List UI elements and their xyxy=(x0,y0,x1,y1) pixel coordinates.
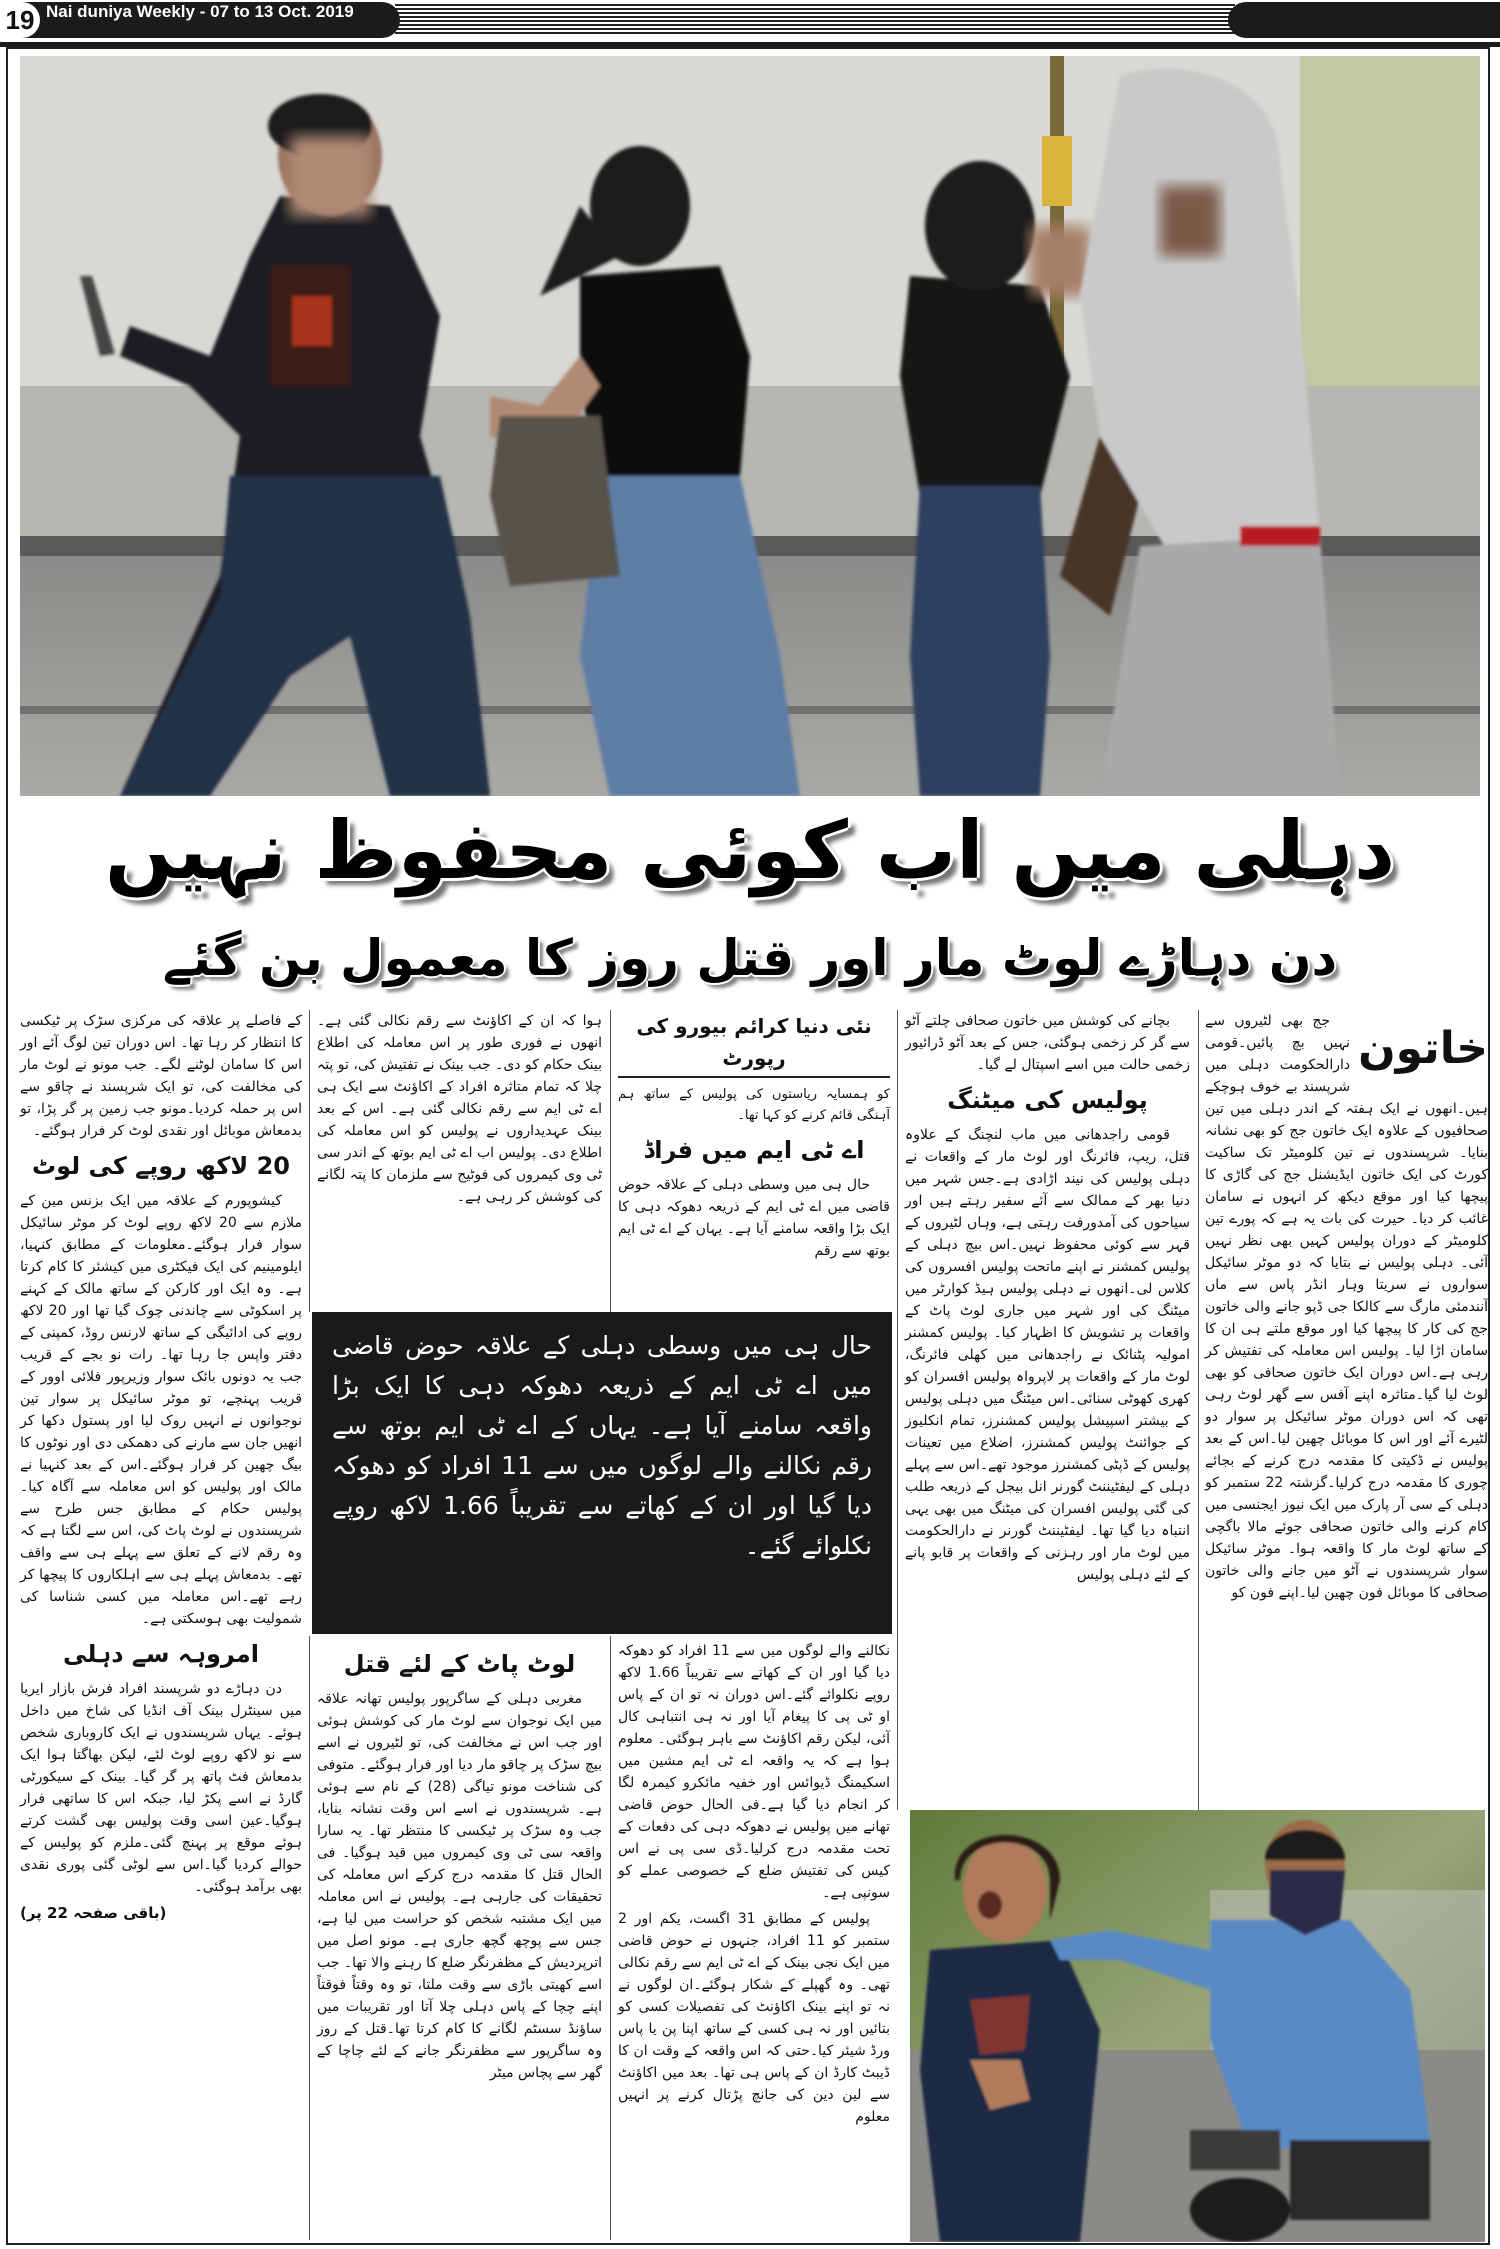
article-column-1 xyxy=(1205,1010,1488,1608)
article-paragraph: مغربی دہلی کے ساگرپور پولیس تھانہ علاقہ میں ایک نوجوان سے لوٹ مار کی کوشش ہوئی اور جب اس نے مخالفت کی، تو لٹیروں نے اسے بیچ سڑک پر چاقو مار دیا اور فرار ہوگئے۔ متوفی کی شناخت مونو تیاگی (28) کے نام سے ہوئی ہے۔ شرپسندوں نے اسے اس وقت نشانہ بنایا، جب وہ سڑک پر ٹیکسی کا منتظر تھا۔ یہ سارا واقعہ سی ٹی وی کیمروں میں قید ہوگیا۔ فی الحال قتل کا مقدمہ درج کرکے اس معاملہ کی تحقیقات کی جارہی ہے۔ پولیس نے اس معاملہ میں ایک مشتبہ شخص کو حراست میں لیا ہے، جس سے پوچھ گچھ جاری ہے۔ مونو اصل میں اترپردیش کے مظفرنگر ضلع کا رہنے والا تھا۔ جب اسے کھیتی باڑی سے وقت ملتا، تو وہ وقتاً فوقتاً اپنے چچا کے پاس دہلی چلا آتا اور تقریبات میں ساؤنڈ سسٹم لگانے کا کام کرتا تھا۔قتل کے روز وہ ساگرپور سے مظفرنگر جانے کے لئے چاچا کے گھر سے پچاس میٹر xyxy=(317,1691,602,2081)
sub-headline: دن دہاڑے لوٹ مار اور قتل روز کا معمول بن گئے xyxy=(162,929,1338,987)
article-column-2 xyxy=(905,1010,1190,1590)
drop-heading: خاتون xyxy=(1358,1023,1488,1074)
chain-snatching-photo xyxy=(910,1810,1485,2242)
article-column-5 xyxy=(20,1010,302,1924)
main-photo xyxy=(20,56,1480,796)
article-paragraph: جج بھی لٹیروں سے نہیں بچ پائیں۔قومی دارالحکومت دہلی میں شرپسند بے خوف ہوچکے ہیں۔انھوں نے ایک ہفتہ کے اندر دہلی میں تین صحافیوں کے علاوہ ایک خاتون جج کو بھی نشانہ بنایا۔ شرپسندوں نے تین کلومیٹر تک ساکیت کورٹ کی ایک خاتون ایڈیشنل جج کی گاڑی کا پیچھا کیا اور موقع دیکھ کر انہوں نے سامان غائب کر دیا۔ حیرت کی بات یہ ہے کہ پورے تین کلومیٹر کے دوران پولیس کہیں بھی نظر نہیں آئی۔ دہلی پولیس نے بتایا کہ دو موٹر سائیکل سواروں نے سریتا وہار انڈر پاس سے ماں آنندمئی مارگ سے کالکا جی ڈپو جانے والی خاتون جج کی کار کا پیچھا کیا اور موقع ملتے ہی ان کا سامان اڑا لیا۔ پولیس اس معاملہ کی تفتیش کر رہی ہے۔اس دوران ایک خاتون صحافی کو بھی لوٹ لیا گیا۔متاثرہ اپنے آفس سے گھر لوٹ رہی تھی کہ اس دوران موٹر سائیکل پر سوار دو لٹیرے آئے اور اس کا موبائل چھین لیا۔اس کے بعد پولیس نے ڈکیتی کا مقدمہ درج کرنے کے بجائے چوری کا مقدمہ درج کرلیا۔گزشتہ 22 ستمبر کو دہلی کے سی آر پارک میں ایک نیوز ایجنسی میں کام کرنے والی خاتون صحافی جوئے مالا باگچی کے ساتھ لوٹ مار کا واقعہ ہوا۔ موٹر سائیکل سوار شرپسندوں نے آٹو میں جانے والی خاتون صحافی کا موبائل فون چھین لیا۔اپنے فون کو xyxy=(1205,1013,1488,1601)
article-paragraph: کو ہمسایہ ریاستوں کی پولیس کے ساتھ ہم آہنگی قائم کرنے کو کہا تھا۔ xyxy=(618,1087,890,1123)
article-paragraph: قومی راجدھانی میں ماب لنچنگ کے علاوہ قتل، ریپ، فائرنگ اور لوٹ مار کے واقعات نے دہلی پولیس کی نیند اڑادی ہے۔جس شہر میں دنیا بھر کے ممالک سے آئے سفیر رہتے ہیں اور سیاحوں کی آمدورفت رہتی ہے، وہاں لٹیروں کے قہر سے کوئی محفوظ نہیں۔اس بیچ دہلی کے پولیس کمشنر نے اپنے ماتحت پولیس افسروں کی کلاس لی۔انھوں نے دہلی پولیس ہیڈ کوارٹر میں میٹنگ کی اور شہر میں جاری لوٹ پاٹ کے واقعات پر تشویش کا اظہار کیا۔ پولیس کمشنر امولیہ پٹنائک نے راجدھانی میں کھلی فائرنگ، لوٹ مار کے واقعات پر لاپرواہ پولیس افسران کو کھری کھوٹی سنائی۔اس میٹنگ میں دہلی پولیس کے بیشتر اسپیشل پولیس کمشنرز، تمام انکلیوز کے جوائنٹ پولیس کمشنرز، اضلاع میں تعینات پولیس کے ڈپٹی کمشنرز موجود تھے۔اس سے پہلے دہلی کے لیفٹیننٹ گورنر انل بیجل کے ذریعہ طلب کی گئی پولیس افسران کی میٹنگ میں بھی یہی انتباہ دیا گیا تھا۔ لیفٹیننٹ گورنر نے دارالحکومت میں لوٹ مار اور رہزنی کے واقعات پر قابو پانے کے لئے دہلی پولیس xyxy=(905,1127,1190,1583)
article-paragraph: نکالنے والے لوگوں میں سے 11 افراد کو دھوکہ دیا گیا اور ان کے کھاتے سے تقریباً 1.66 لاکھ روپے نکلوائے گئے۔اس دوران نہ تو ان کے پاس او ٹی پی کا پیغام آیا اور نہ ہی انتباہی کال آئی، لیکن رقم اکاؤنٹ سے باہر ہوگئی۔ معلوم ہوا ہے کہ یہ واقعہ اے ٹی ایم مشین میں اسکیمنگ ڈیوائس اور خفیہ مائکرو کیمرہ لگا کر انجام دیا گیا ہے۔فی الحال حوض قاضی تھانے میں پولیس نے دھوکہ دہی کی دفعات کے تحت مقدمہ درج کرلیا۔ڈی سی پی نے اس کیس کی تفتیش ضلع کے خصوصی عملے کو سونپی ہے۔ xyxy=(618,1643,890,1901)
main-headline: دہلی میں اب کوئی محفوظ نہیں xyxy=(105,804,1395,897)
column-divider xyxy=(897,1010,898,1810)
article-column-4-top xyxy=(317,1010,602,1212)
column-divider xyxy=(309,1636,310,2240)
section-heading: امروہہ سے دہلی xyxy=(63,1640,259,1668)
column-divider xyxy=(1198,1010,1199,1810)
section-heading: 20 لاکھ روپے کی لوٹ xyxy=(32,1152,290,1180)
pull-quote-box: حال ہی میں وسطی دہلی کے علاقہ حوض قاضی میں اے ٹی ایم کے ذریعہ دھوکہ دہی کا ایک بڑا واقعہ سامنے آیا ہے۔ یہاں کے اے ٹی ایم بوتھ سے رقم نکالنے والے لوگوں میں سے 11 افراد کو دھوکہ دیا گیا اور ان کے کھاتے سے تقریباً 1.66 لاکھ روپے نکلوائے گئے۔ xyxy=(312,1312,892,1634)
header-stripes xyxy=(395,4,1235,36)
header-right-bar xyxy=(1228,2,1500,38)
article-paragraph: ہوا کہ ان کے اکاؤنٹ سے رقم نکالی گئی ہے۔انھوں نے فوری طور پر اس معاملہ کی اطلاع بینک حکام کو دی۔ جب بینک نے تفتیش کی، تو پتہ چلا کہ تمام متاثرہ افراد کے اکاؤنٹ سے ایک ہی اے ٹی ایم سے رقم نکالی گئی ہے۔ اس کے بعد بینک عہدیداروں نے پولیس کو اس معاملہ کی اطلاع دی۔ پولیس اب اے ٹی ایم بوتھ کے اندر سی ٹی وی کیمروں کی فوٹیج سے ملزمان کا پتہ لگانے کی کوشش کر رہی ہے۔ xyxy=(317,1013,602,1205)
article-paragraph: پولیس کے مطابق 31 اگست، یکم اور 2 ستمبر کو 11 افراد، جنہوں نے حوض قاضی میں ایک نجی بینک کے اے ٹی ایم سے رقم نکالی تھی۔ وہ گھپلے کے شکار ہوگئے۔ان لوگوں نے نہ تو اپنے بینک اکاؤنٹ کی تفصیلات کسی کو بتائیں اور نہ ہی کسی کے ساتھ اپنا پن یا پاس ورڈ شیئر کیا۔حتی کہ اس واقعہ کے وقت ان کا ڈیبٹ کارڈ ان کے پاس ہی تھا۔ بعد میں اکاؤنٹ سے لین دین کی جانچ پڑتال کرنے پر انہیں معلوم xyxy=(618,1911,890,2125)
masthead-title: Nai duniya Weekly - 07 to 13 Oct. 2019 xyxy=(46,2,354,21)
article-paragraph: حال ہی میں وسطی دہلی کے علاقہ حوض قاضی میں اے ٹی ایم کے ذریعہ دھوکہ دہی کا ایک بڑا واقعہ سامنے آیا ہے۔ یہاں کے اے ٹی ایم بوتھ سے رقم xyxy=(618,1177,890,1259)
section-heading: لوٹ پاٹ کے لئے قتل xyxy=(343,1650,576,1678)
bureau-byline: نئی دنیا کرائم بیورو کی رپورٹ xyxy=(618,1010,890,1078)
section-heading: پولیس کی میٹنگ xyxy=(947,1086,1148,1114)
article-column-3-top xyxy=(618,1010,890,1266)
article-column-4-bottom xyxy=(317,1640,602,2088)
page-number: 19 xyxy=(0,2,40,38)
article-paragraph: دن دہاڑے دو شرپسند افراد فرش بازار ایریا میں سینٹرل بینک آف انڈیا کی شاخ میں داخل ہوئے۔ یہاں شرپسندوں نے ایک کاروباری شخص سے نو لاکھ روپے لوٹ لئے، لیکن بھاگتا ہوا ایک بدمعاش فٹ پاتھ پر گر گیا۔ بینک کے سیکورٹی گارڈ نے اسے پکڑ لیا، جبکہ اس کا ساتھی فرار ہوگیا۔عین اسی وقت پولیس بھی گشت کرتے ہوئے موقع پر پہنچ گئی۔ملزم کو پولیس کے حوالے کردیا گیا۔اس سے لوٹی گئی پوری نقدی بھی برآمد ہوگئی۔ xyxy=(20,1681,302,1895)
street-robbery-photo xyxy=(20,56,1480,796)
page-header xyxy=(0,0,1500,40)
article-paragraph: کیشوپورم کے علاقہ میں ایک بزنس مین کے ملازم سے 20 لاکھ روپے لوٹ کر موٹر سائیکل سوار فرار ہوگئے۔معلومات کے مطابق کنہیا، ایلومینیم کی ایک فیکٹری میں کیشئر کا کام کرتا ہے۔ وہ ایک اور کارکن کے ساتھ مالک کے کہنے پر اسکوٹی سے چاندنی چوک گیا تھا اور 20 لاکھ روپے کی ادائیگی کے ساتھ لارنس روڈ، کمپنی کے دفتر واپس جا رہا تھا۔ رات نو بجے کے قریب جب یہ دونوں بائک سوار وزیرپور فلائی اوور کے قریب پہنچے، تو موٹر سائیکل پر سوار تین نوجوانوں نے انہیں روک لیا اور پستول دکھا کر انھیں جان سے مارنے کی دھمکی دی اور نوٹوں کا بیگ چھین کر فرار ہوگئے۔اس کے بعد کنہیا نے مالک اور پولیس کو اس معاملہ سے آگاہ کیا۔ پولیس حکام کے مطابق جس طرح سے شرپسندوں نے لوٹ پاٹ کی، اس سے لگتا ہے کہ وہ رقم لانے کے تعلق سے پہلے ہی سے واقف تھے۔ بدمعاش پہلے ہی سے اہلکاروں کا پیچھا کر رہے تھے۔اس معاملہ میں کسی شناسا کی شمولیت بھی ہوسکتی ہے۔ xyxy=(20,1193,302,1627)
article-paragraph: بچانے کی کوشش میں خاتون صحافی چلتے آٹو سے گر کر زخمی ہوگئی، جس کے بعد آٹو ڈرائیور زخمی حالت میں اسے اسپتال لے گیا۔ xyxy=(905,1013,1190,1073)
article-paragraph: کے فاصلے پر علاقہ کی مرکزی سڑک پر ٹیکسی کا انتظار کر رہا تھا۔ اس دوران تین لوگ آئے اور اس کا سامان لوٹنے لگے۔ جب مونو نے لوٹ مار کی مخالفت کی، تو ایک شرپسند نے چاقو سے اس پر حملہ کردیا۔مونو جب زمین پر گر پڑا، تو بدمعاش موبائل اور نقدی لوٹ کر فرار ہوگئے۔ xyxy=(20,1013,302,1139)
section-heading: اے ٹی ایم میں فراڈ xyxy=(643,1136,865,1164)
continued-on-page-note: (باقی صفحہ 22 پر) xyxy=(20,1904,167,1922)
column-divider xyxy=(610,1010,611,1312)
article-column-3-bottom xyxy=(618,1640,890,2132)
column-divider xyxy=(309,1010,310,1312)
column-divider xyxy=(610,1636,611,2240)
inset-photo xyxy=(910,1810,1485,2242)
